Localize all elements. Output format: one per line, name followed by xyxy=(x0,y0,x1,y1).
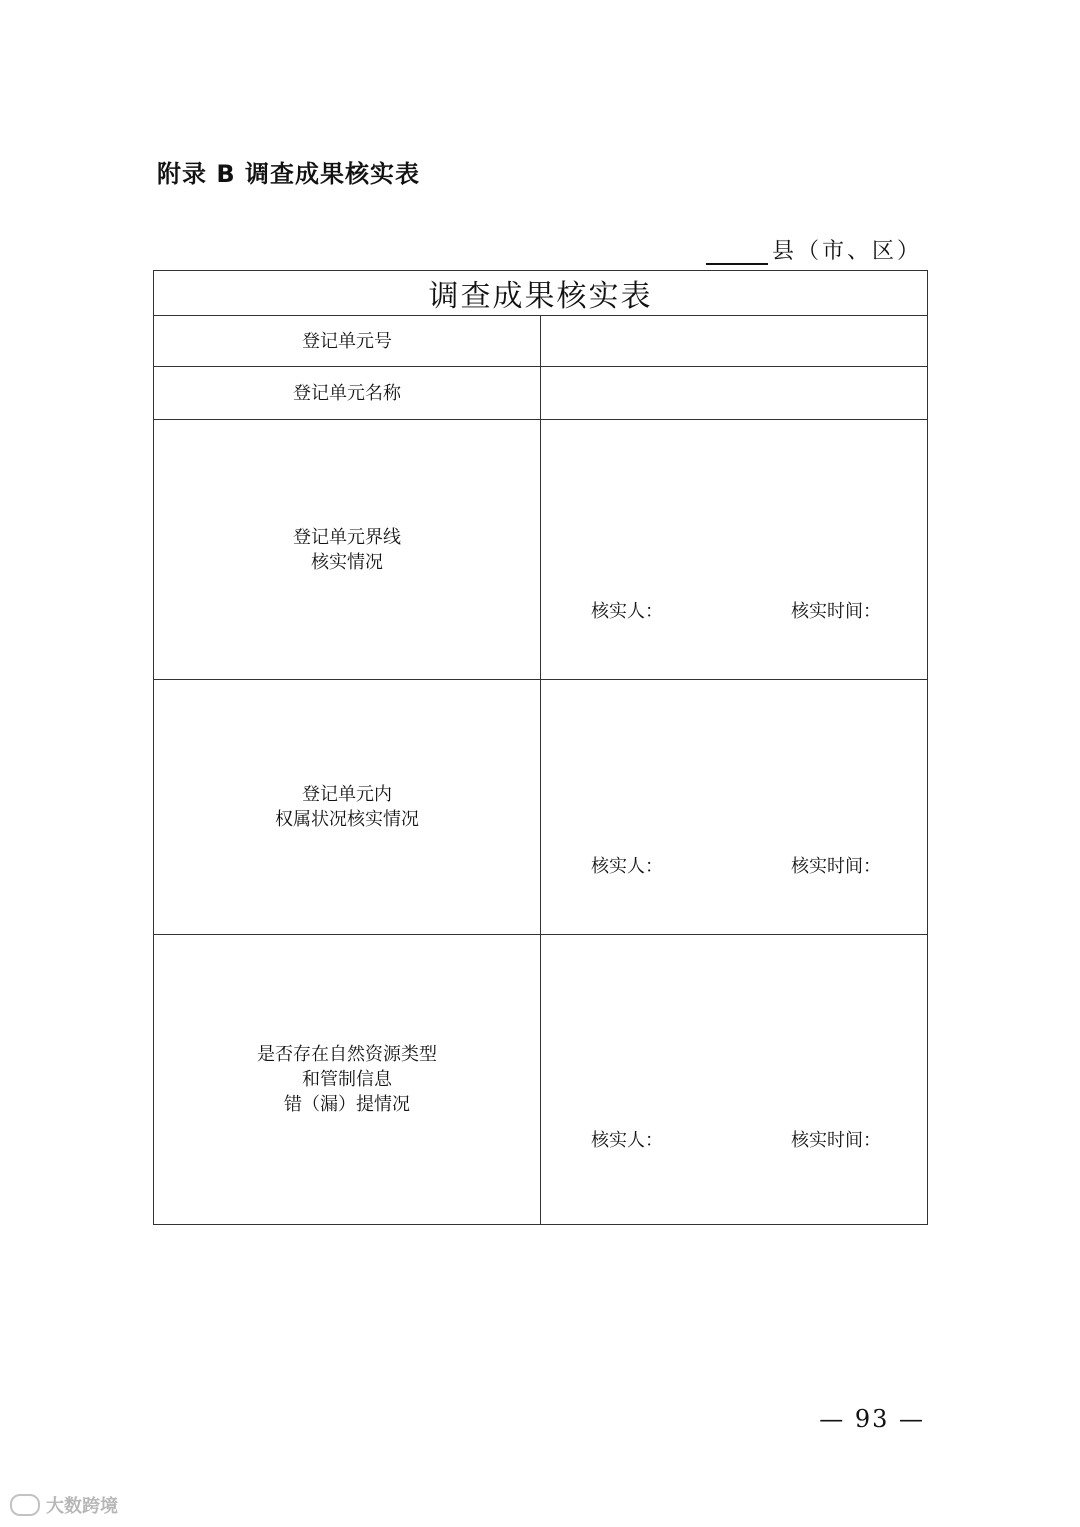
county-line xyxy=(706,234,922,265)
verifier-label: 核实人： xyxy=(591,856,663,877)
unit-number-field[interactable] xyxy=(541,316,928,367)
verify-time-label: 核实时间： xyxy=(791,601,881,622)
watermark-text: 大数跨境 xyxy=(46,1496,118,1517)
form-caption: 调查成果核实表 xyxy=(154,271,928,316)
page-number: — 93 — xyxy=(819,1405,925,1433)
verification-form-table xyxy=(153,270,928,1225)
appendix-title: 附录 B 调查成果核实表 xyxy=(157,160,421,188)
row-label-ownership-check: 登记单元内 权属状况核实情况 xyxy=(154,680,541,935)
row-label-resource-error-check: 是否存在自然资源类型 和管制信息 错（漏）提情况 xyxy=(154,935,541,1225)
unit-name-field[interactable] xyxy=(541,367,928,420)
verifier-label: 核实人： xyxy=(591,1130,663,1151)
resource-error-check-field[interactable] xyxy=(541,935,928,1225)
watermark-logo-icon xyxy=(10,1494,40,1516)
signature-row xyxy=(591,852,881,878)
watermark xyxy=(10,1492,118,1518)
verify-time-label: 核实时间： xyxy=(791,856,881,877)
signature-row xyxy=(591,597,881,623)
verifier-label: 核实人： xyxy=(591,601,663,622)
county-suffix: 县（市、区） xyxy=(771,239,922,264)
boundary-check-field[interactable] xyxy=(541,420,928,680)
row-label-unit-number: 登记单元号 xyxy=(154,316,541,367)
ownership-check-field[interactable] xyxy=(541,680,928,935)
row-label-unit-name: 登记单元名称 xyxy=(154,367,541,420)
signature-row xyxy=(591,1126,881,1152)
verify-time-label: 核实时间： xyxy=(791,1130,881,1151)
county-blank-field[interactable] xyxy=(706,239,768,265)
row-label-boundary-check: 登记单元界线 核实情况 xyxy=(154,420,541,680)
